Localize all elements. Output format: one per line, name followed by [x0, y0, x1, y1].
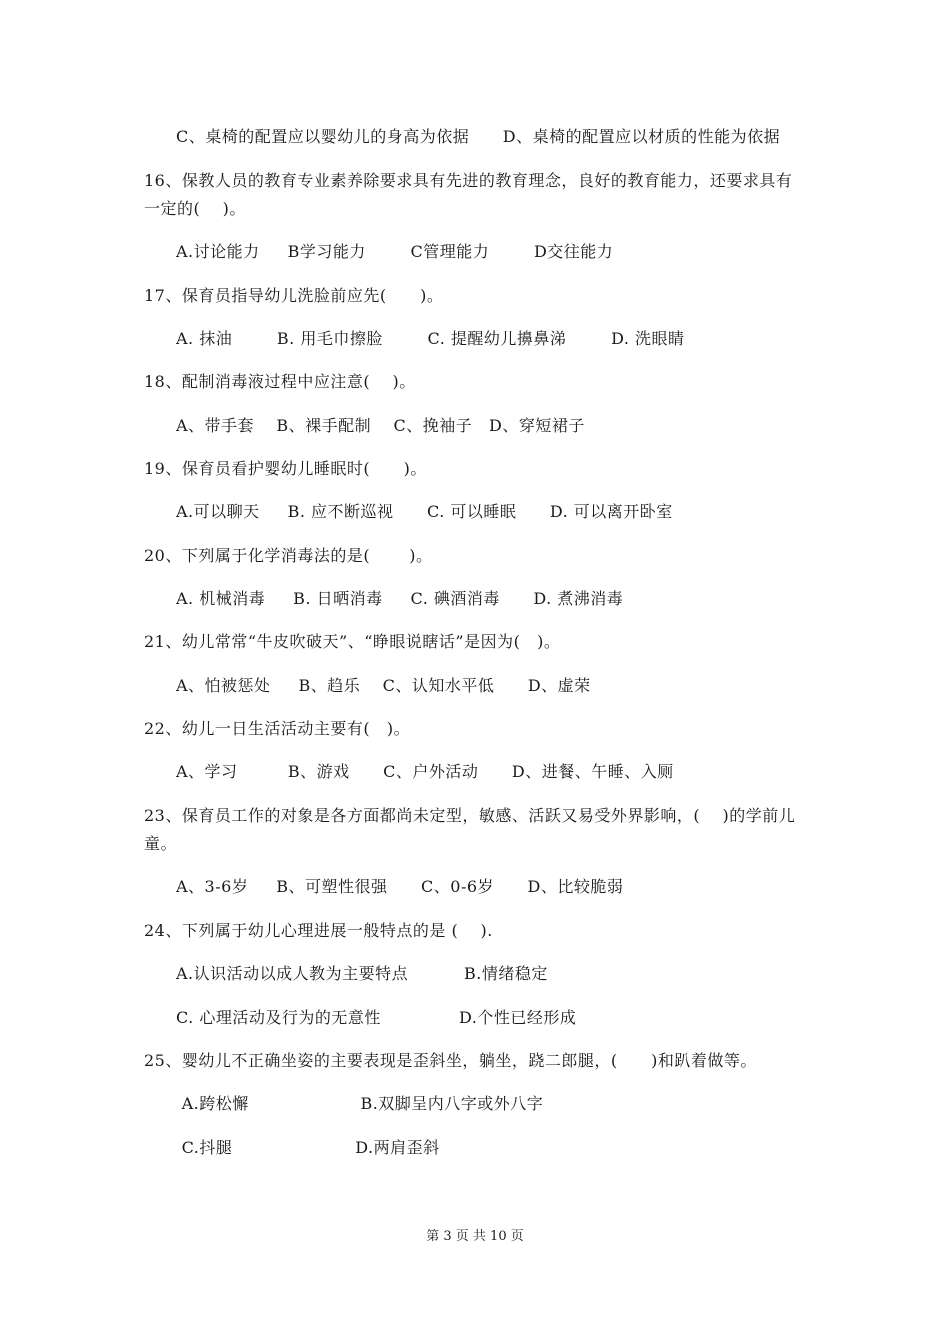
question-16: 16、保教人员的教育专业素养除要求具有先进的教育理念，良好的教育能力，还要求具有	[144, 171, 793, 190]
question-23-continued: 童。	[144, 834, 178, 853]
options-17: A. 抹油 B. 用毛巾擦脸 C. 提醒幼儿擤鼻涕 D. 洗眼睛	[176, 329, 685, 348]
options-24-ab: A.认识活动以成人教为主要特点 B.情绪稳定	[176, 964, 548, 983]
question-22: 22、幼儿一日生活活动主要有( )。	[144, 719, 411, 738]
question-25: 25、婴幼儿不正确坐姿的主要表现是歪斜坐，躺坐，跷二郎腿，( )和趴着做等。	[144, 1051, 757, 1070]
option-line-15cd: C、桌椅的配置应以婴幼儿的身高为依据 D、桌椅的配置应以材质的性能为依据	[176, 127, 781, 146]
options-23: A、3-6岁 B、可塑性很强 C、0-6岁 D、比较脆弱	[176, 877, 624, 896]
options-25-cd: C.抖腿 D.两肩歪斜	[176, 1138, 440, 1157]
question-17: 17、保育员指导幼儿洗脸前应先( )。	[144, 286, 444, 305]
options-25-ab: A.跨松懈 B.双脚呈内八字或外八字	[176, 1094, 544, 1113]
question-19: 19、保育员看护婴幼儿睡眠时( )。	[144, 459, 427, 478]
options-24-cd: C. 心理活动及行为的无意性 D.个性已经形成	[176, 1008, 577, 1027]
question-18: 18、配制消毒液过程中应注意( )。	[144, 372, 416, 391]
options-19: A.可以聊天 B. 应不断巡视 C. 可以睡眠 D. 可以离开卧室	[176, 502, 673, 521]
question-16-continued: 一定的( )。	[144, 199, 246, 218]
question-23: 23、保育员工作的对象是各方面都尚未定型，敏感、活跃又易受外界影响，( )的学前儿	[144, 806, 796, 825]
options-20: A. 机械消毒 B. 日晒消毒 C. 碘酒消毒 D. 煮沸消毒	[176, 589, 624, 608]
options-16: A.讨论能力 B学习能力 C管理能力 D交往能力	[176, 242, 614, 261]
options-22: A、学习 B、游戏 C、户外活动 D、进餐、午睡、入厕	[176, 762, 674, 781]
question-21: 21、幼儿常常“牛皮吹破天”、“睁眼说瞎话”是因为( )。	[144, 632, 561, 651]
options-21: A、怕被惩处 B、趋乐 C、认知水平低 D、虚荣	[176, 676, 591, 695]
options-18: A、带手套 B、裸手配制 C、挽袖子 D、穿短裙子	[176, 416, 585, 435]
question-20: 20、下列属于化学消毒法的是( )。	[144, 546, 433, 565]
question-24: 24、下列属于幼儿心理进展一般特点的是 ( ).	[144, 921, 493, 940]
page-number: 第 3 页 共 10 页	[426, 1229, 524, 1244]
